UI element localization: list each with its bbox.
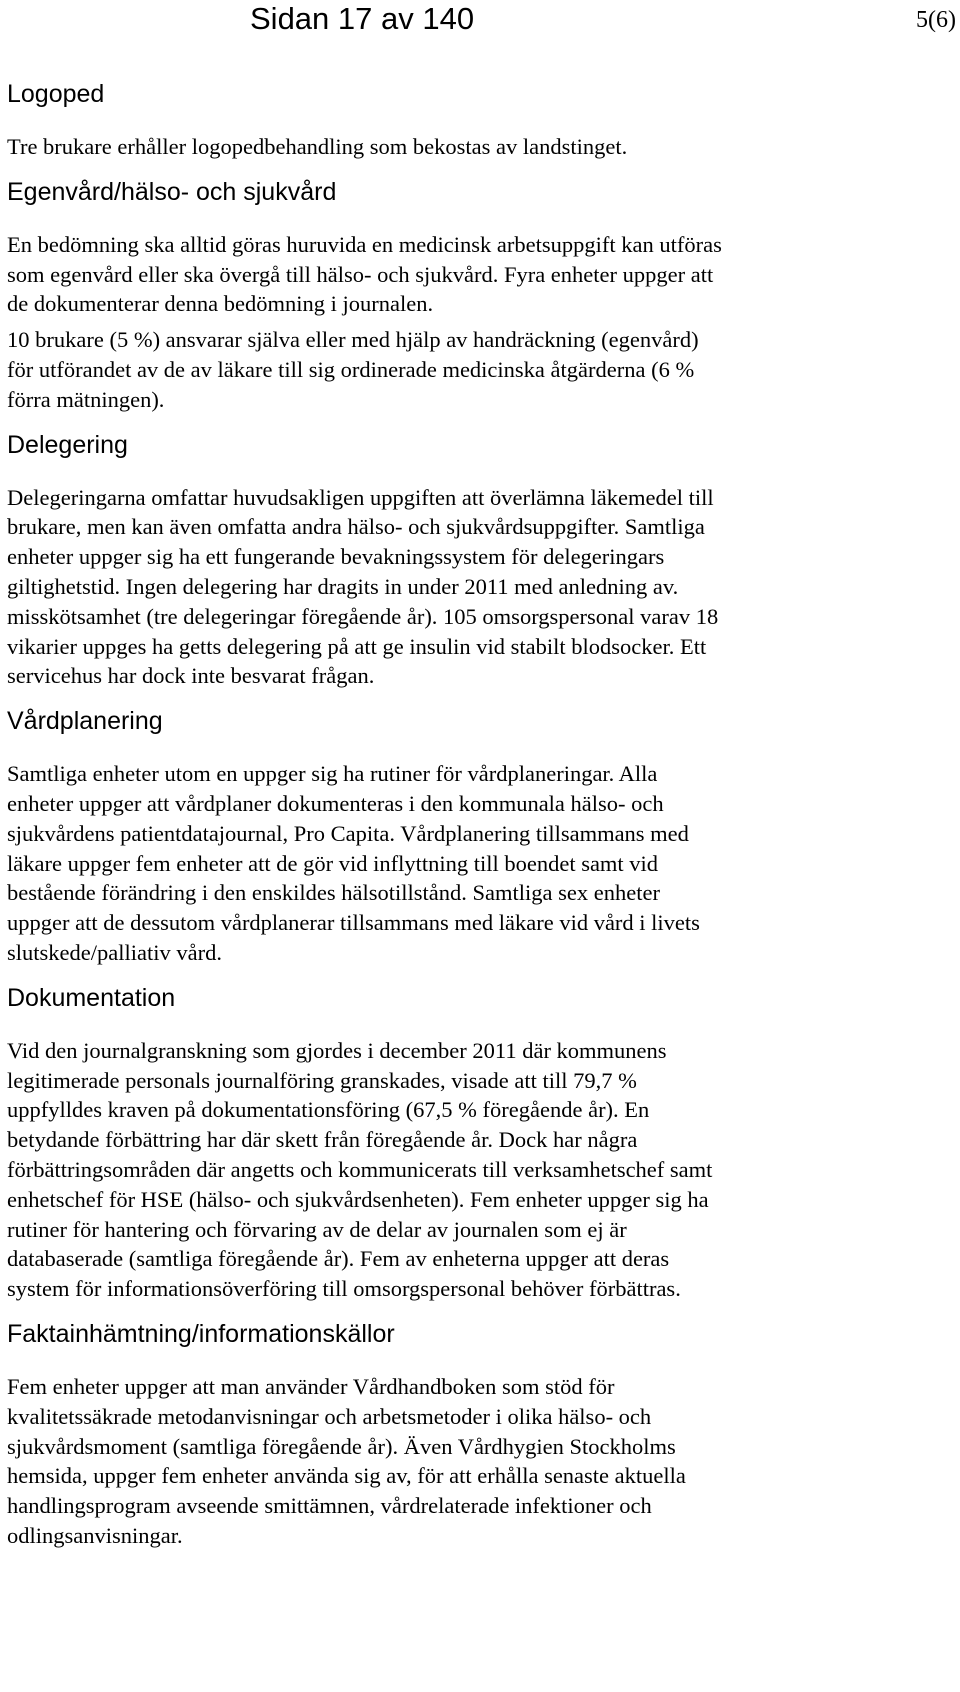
paragraph-logoped: Tre brukare erhåller logopedbehandling som bekostas av landstinget. (7, 134, 628, 159)
page-counter-title: Sidan 17 av 140 (250, 1, 475, 36)
page-number: 5(6) (916, 7, 956, 33)
paragraph-egenvard-1: En bedömning ska alltid göras huruvida en medicinsk arbetsuppgift kan utföras som egenvård eller ska övergå till hälso- och sjukvård. Fyra enheter uppger att de dokumenterar denna bedömning i journalen. (7, 231, 722, 317)
paragraph-egenvard-2: 10 brukare (5 %) ansvarar själva eller med hjälp av handräckning (egenvård) för utförandet av de av läkare till sig ordinerade medicinska åtgärderna (6 % förra mätningen). (7, 327, 699, 412)
paragraph-faktainhamtning: Fem enheter uppger att man använder Vårdhandboken som stöd för kvalitetssäkrade metodanvisningar och arbetsmetoder i olika hälso- och sjukvårdsmoment (samtliga föregående år). Även Vårdhygien Stockholms hemsida, uppger fem enheter använda sig av, för att erhålla senaste aktuella handlingsprogram avseende smittämnen, vårdrelaterade infektioner och odlingsanvisningar. (7, 1373, 686, 1548)
document-body (7, 78, 955, 1551)
heading-delegering: Delegering (7, 430, 128, 459)
heading-vardplanering: Vårdplanering (7, 707, 163, 736)
page-header (0, 0, 960, 40)
heading-logoped: Logoped (7, 80, 105, 108)
paragraph-dokumentation: Vid den journalgranskning som gjordes i december 2011 där kommunens legitimerade personals journalföring granskades, visade att till 79,7 % uppfylldes kraven på dokumentationsföring (67,5 % föregående år). En betydande förbättring har där skett från föregående år. Dock har några förbättringsområden där angetts och kommunicerats till verksamhetschef samt enhetschef för HSE (hälso- och sjukvårdsenheten). Fem enheter uppger sig ha rutiner för hantering och förvaring av de delar av journalen som ej är databaserade (samtliga föregående år). Fem av enheterna uppger att deras system för informationsöverföring till omsorgspersonal behöver förbättras. (7, 1037, 713, 1302)
paragraph-delegering: Delegeringarna omfattar huvudsakligen uppgiften att överlämna läkemedel till brukare, men kan även omfatta andra hälso- och sjukvårdsuppgifter. Samtliga enheter uppger sig ha ett fungerande bevakningssystem för delegeringars giltighetstid. Ingen delegering har dragits in under 2011 med anledning av. misskötsamhet (tre delegeringar föregående år). 105 omsorgspersonal varav 18 vikarier uppges ha getts delegering på att ge insulin vid stabilt blodsocker. Ett servicehus har dock inte besvarat frågan. (7, 484, 719, 689)
heading-faktainhamtning: Faktainhämtning/informationskällor (7, 1319, 395, 1348)
paragraph-vardplanering: Samtliga enheter utom en uppger sig ha rutiner för vårdplaneringar. Alla enheter uppger att vårdplaner dokumenteras i den kommunala hälso- och sjukvårdens patientdatajournal, Pro Capita. Vårdplanering tillsammans med läkare uppger fem enheter att de gör vid inflyttning till boendet samt vid bestående förändring i den enskildes hälsotillstånd. Samtliga sex enheter uppger att de dessutom vårdplanerar tillsammans med läkare vid vård i livets slutskede/palliativ vård. (7, 761, 700, 965)
heading-egenvard: Egenvård/hälso- och sjukvård (7, 177, 337, 206)
heading-dokumentation: Dokumentation (7, 983, 176, 1012)
